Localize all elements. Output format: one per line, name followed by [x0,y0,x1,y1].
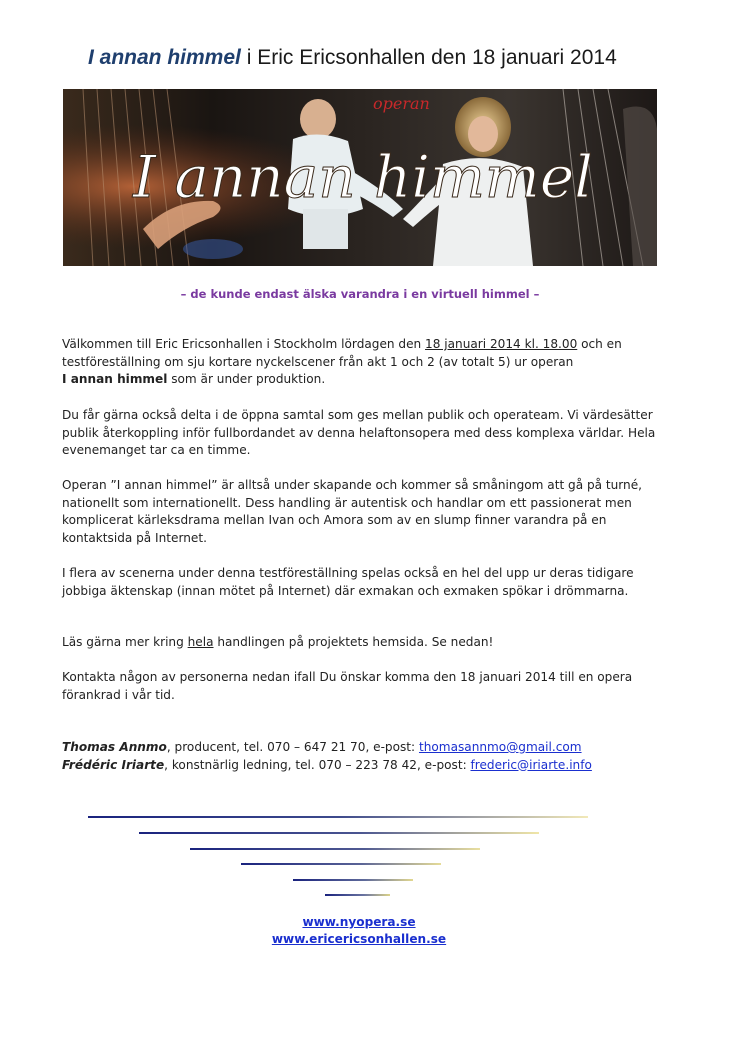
event-date: 18 januari 2014 kl. 18.00 [425,337,578,351]
paragraph-opera-description: Operan ”I annan himmel” är alltså under skapande och kommer så småningom att gå på turné, nationellt som internationellt. Dess handling är autentisk och handlar om ett passionerat men komplicerat kärleksdrama mellan Ivan och Amora som av en slump finner varandra på en kontaktsida på Internet. [62,478,643,545]
nyopera-link[interactable]: www.nyopera.se [302,915,416,929]
opera-banner-image [63,89,657,266]
banner-artwork [63,89,657,266]
ericericsonhallen-link[interactable]: www.ericericsonhallen.se [271,932,447,946]
heading-opera-title: I annan himmel [88,46,241,69]
contact-list [62,739,722,774]
contact-row: Thomas Annmo, producent, tel. 070 – 647 21 70, e-post: thomasannmo@gmail.com [62,740,582,754]
contact-name: Frédéric Iriarte [62,757,165,772]
opera-name: I annan himmel [62,372,168,386]
contact-email-link[interactable]: frederic@iriarte.info [470,757,592,772]
banner-title-text: I annan himmel [133,143,593,211]
paragraph-welcome: Välkommen till Eric Ericsonhallen i Stockholm lördagen den 18 januari 2014 kl. 18.00 och en testföreställning om sju kortare nyckelscener från akt 1 och 2 (av totalt 5) ur operan I annan himmel som är under produktion. [62,337,622,386]
decorative-rule [241,863,441,865]
tagline: – de kunde endast älska varandra i en virtuell himmel – [180,287,540,301]
decorative-rule [139,832,539,834]
decorative-rule [88,816,588,818]
contact-row: Frédéric Iriarte, konstnärlig ledning, tel. 070 – 223 78 42, e-post: frederic@iriarte.info [62,757,592,772]
page-heading [88,46,617,70]
contact-name: Thomas Annmo [62,740,167,754]
paragraph-contact-invite: Kontakta någon av personerna nedan ifall Du önskar komma den 18 januari 2014 till en opera förankrad i vår tid. [62,670,633,702]
heading-venue-date: i Eric Ericsonhallen den 18 januari 2014 [240,46,617,69]
decorative-rule [293,879,413,881]
banner-small-text: operan [373,94,430,113]
paragraph-dialogue: Du får gärna också delta i de öppna samtal som ges mellan publik och operateam. Vi värdesätter publik återkoppling inför fullbordandet av denna helaftonsopera med dess komplexa världar. Hela evenemanget tar ca en timme. [62,408,656,457]
paragraph-scenes: I flera av scenerna under denna testföreställning spelas också en hel del upp ur deras tidigare jobbiga äktenskap (innan mötet på Internet) där exmakan och exmaken spökar i drömmarna. [62,566,634,598]
contact-email-link[interactable]: thomasannmo@gmail.com [418,740,582,754]
paragraph-read-more: Läs gärna mer kring hela handlingen på projektets hemsida. Se nedan! [62,635,494,649]
decorative-rule [325,894,390,896]
decorative-rule [190,848,480,850]
website-links [0,914,718,948]
hela-link[interactable]: hela [187,635,214,649]
